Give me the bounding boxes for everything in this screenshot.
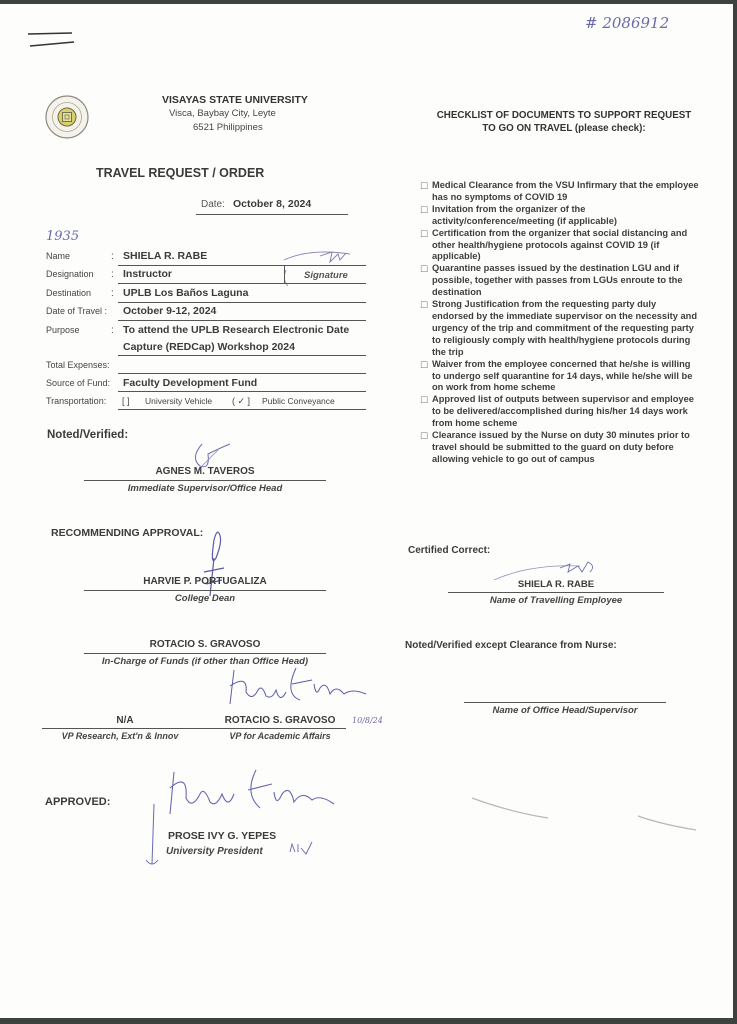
purpose-underline	[118, 355, 366, 356]
checklist-item-text: Quarantine passes issued by the destination LGU and if possible, together with passes from LGUs enroute to the destination	[432, 263, 683, 298]
source-of-fund-underline	[118, 391, 366, 392]
checkbox-icon[interactable]: ☐	[420, 264, 429, 275]
name-label: Name	[46, 251, 71, 261]
supervisor-role: Immediate Supervisor/Office Head	[127, 483, 283, 494]
date-of-travel-value: October 9-12, 2024	[123, 305, 217, 317]
checkbox-icon[interactable]: ☐	[420, 359, 429, 370]
public-conveyance-checkbox[interactable]: ( ✓ ]	[232, 396, 251, 406]
checklist	[420, 180, 700, 466]
supervisor-name: AGNES M. TAVEROS	[155, 466, 255, 477]
recommending-approval-label: RECOMMENDING APPROVAL:	[51, 527, 204, 539]
certified-correct-label: Certified Correct:	[408, 545, 491, 556]
university-vehicle-label: University Vehicle	[145, 396, 213, 406]
checklist-item-text: Clearance issued by the Nurse on duty 30 minutes prior to travel should be submitted to the guard on duty before allowing vehicle to go out of campus	[432, 430, 690, 464]
checklist-item-text: Waiver from the employee concerned that he/she is willing to undergo self quarantine for 14 days, while he/she will be on work from home scheme	[432, 358, 693, 393]
address-line2: 6521 Philippines	[193, 122, 263, 133]
checkbox-icon[interactable]: ☐	[420, 300, 429, 311]
colon: :	[111, 251, 114, 262]
checklist-item	[420, 263, 700, 299]
designation-label: Designation	[46, 269, 94, 279]
president-initials	[288, 840, 314, 856]
checklist-items	[420, 180, 700, 466]
noted-except-nurse-label: Noted/Verified except Clearance from Nurse:	[405, 640, 617, 651]
employee-signature-line	[448, 592, 664, 593]
date-of-travel-underline	[118, 320, 366, 321]
dean-role: College Dean	[174, 593, 236, 604]
form-title: TRAVEL REQUEST / ORDER	[96, 166, 265, 180]
vp-academic-name: ROTACIO S. GRAVOSO	[224, 715, 336, 726]
vp-research-name: N/A	[116, 715, 134, 726]
address-line1: Visca, Baybay City, Leyte	[169, 108, 276, 119]
source-of-fund-label: Source of Fund:	[46, 378, 111, 388]
date-value: October 8, 2024	[233, 198, 312, 210]
checklist-item-text: Invitation from the organizer of the activity/conference/meeting (if applicable)	[432, 203, 617, 226]
president-signature	[144, 764, 344, 874]
designation-underline	[118, 283, 366, 284]
handwritten-mark	[26, 30, 78, 50]
checklist-item	[420, 204, 700, 228]
checklist-title-line1: CHECKLIST OF DOCUMENTS TO SUPPORT REQUEST	[436, 110, 692, 121]
travel-request-document	[0, 4, 733, 1018]
entry-number: 1935	[46, 229, 80, 244]
university-name: VISAYAS STATE UNIVERSITY	[162, 94, 308, 106]
date-of-travel-label: Date of Travel :	[46, 306, 108, 316]
checklist-item-text: Approved list of outputs between supervisor and employee to be delivered/accomplished during his/her 14 days work from home scheme	[432, 394, 694, 429]
checkbox-icon[interactable]: ☐	[420, 204, 429, 215]
checklist-item-text: Medical Clearance from the VSU Infirmary that the employee has no symptoms of COVID 19	[432, 180, 699, 202]
checklist-item	[420, 430, 700, 466]
checkbox-icon[interactable]: ☐	[420, 395, 429, 406]
checkbox-icon[interactable]: ☐	[420, 181, 429, 191]
total-expenses-label: Total Expenses:	[46, 360, 110, 370]
total-expenses-underline	[118, 373, 366, 374]
date-label: Date:	[201, 199, 225, 210]
designation-value: Instructor	[123, 268, 173, 280]
vp-academic-date-initials: 10/8/24	[352, 716, 383, 725]
public-conveyance-label: Public Conveyance	[262, 396, 335, 406]
destination-label: Destination	[46, 288, 92, 298]
funds-signature-line	[84, 653, 326, 654]
colon: :	[111, 288, 114, 299]
president-name: PROSE IVY G. YEPES	[168, 830, 277, 842]
signature-label: Signature	[304, 270, 348, 281]
colon: :	[111, 325, 114, 336]
vp-academic-signature	[226, 664, 376, 714]
dean-name: HARVIE P. PORTUGALIZA	[143, 576, 267, 587]
university-seal-icon	[44, 94, 90, 140]
employee-name: SHIELA R. RABE	[517, 579, 595, 590]
pencil-marks	[470, 788, 710, 838]
purpose-line2: Capture (REDCap) Workshop 2024	[123, 341, 295, 353]
date-underline	[196, 214, 348, 215]
destination-value: UPLB Los Baños Laguna	[123, 287, 249, 299]
office-head-role: Name of Office Head/Supervisor	[492, 705, 638, 716]
vp-research-role: VP Research, Ext'n & Innov	[61, 731, 179, 741]
university-vehicle-checkbox[interactable]: [ ]	[122, 396, 130, 406]
source-of-fund-value: Faculty Development Fund	[123, 377, 258, 389]
dean-signature-line	[84, 590, 326, 591]
checkbox-icon[interactable]: ☐	[420, 228, 429, 239]
funds-officer-name: ROTACIO S. GRAVOSO	[149, 639, 261, 650]
office-head-signature-line	[464, 702, 666, 703]
checklist-item	[420, 299, 700, 359]
purpose-line1: To attend the UPLB Research Electronic Date	[123, 324, 350, 336]
purpose-label: Purpose	[46, 325, 80, 335]
checklist-item	[420, 228, 700, 264]
control-number: # 2086912	[585, 14, 670, 32]
colon: :	[111, 269, 114, 280]
checklist-item	[420, 394, 700, 430]
checklist-item-text: Certification from the organizer that social distancing and other health/hygiene protocols against COVID 19 (if applicable)	[432, 227, 688, 262]
transportation-label: Transportation:	[46, 396, 107, 406]
signature-divider	[284, 266, 285, 283]
checklist-title-line2: TO GO ON TRAVEL (please check):	[482, 123, 646, 134]
checklist-item	[420, 180, 700, 204]
checklist-item-text: Strong Justification from the requesting party duly endorsed by the immediate supervisor on the necessity and urgency of the trip and commitment of the requesting party to religiously comply with health/hygiene protocols during the trip	[432, 299, 698, 357]
supervisor-signature-line	[84, 480, 326, 481]
destination-underline	[118, 302, 366, 303]
president-role: University President	[166, 846, 263, 857]
vp-academic-role: VP for Academic Affairs	[229, 731, 331, 741]
checkbox-icon[interactable]: ☐	[420, 431, 429, 442]
funds-officer-role: In-Charge of Funds (if other than Office Head)	[101, 656, 309, 667]
noted-verified-label: Noted/Verified:	[47, 429, 129, 441]
vp-signature-line	[42, 728, 346, 729]
name-value: SHIELA R. RABE	[123, 250, 208, 262]
transportation-underline	[118, 409, 366, 410]
employee-role: Name of Travelling Employee	[489, 595, 623, 606]
approved-label: APPROVED:	[45, 796, 111, 808]
checklist-item	[420, 359, 700, 395]
